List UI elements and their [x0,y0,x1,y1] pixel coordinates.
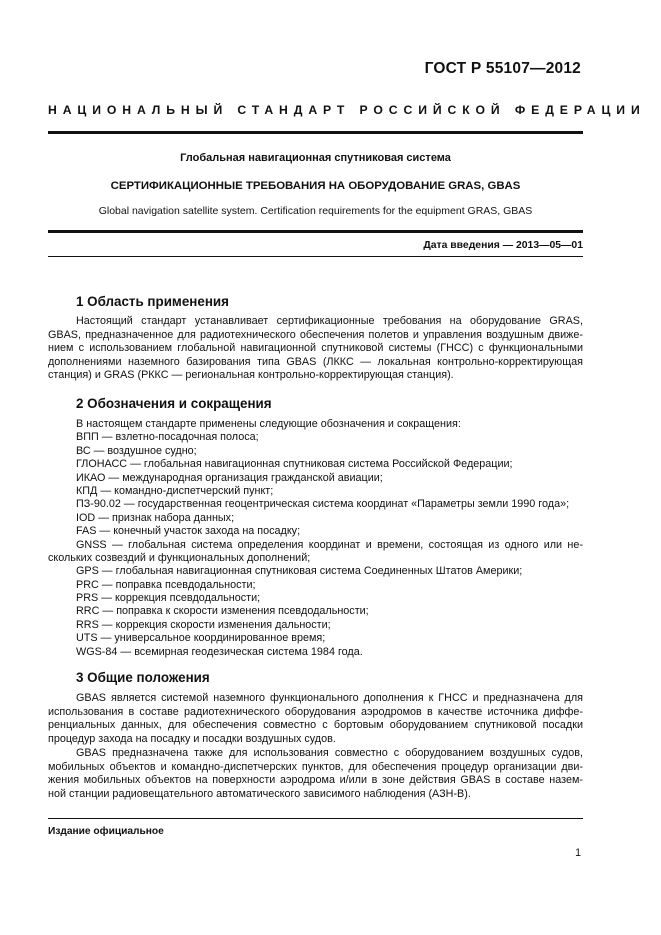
top-rule [48,131,583,134]
list-item: IOD — признак набора данных; [76,511,235,524]
list-item: В настоящем стандарте применены следующие обозначения и сокращения: [76,418,461,430]
list-item: UTS — универсальное координированное время; [76,632,326,645]
introduction-date: Дата введения — 2013—05—01 [423,240,583,251]
text-line: мобильных объектов и командно-диспетчерских пунктов, для обеспечения процедур организации дви- [48,760,583,773]
text-line: процедур захода на посадку и посадки воздушных судов. [48,732,336,745]
text-line: GBAS является системой наземного функционального дополнения к ГНСС и предназначена для [76,692,583,704]
page-number: 1 [575,847,581,859]
list-item: PRC — поправка псевдодальности; [76,578,256,591]
list-item: RRS — коррекция скорости изменения дальности; [76,618,331,631]
text-line: жения мобильных объектов на поверхности аэродрома и/или в зоне действия GBAS в составе назем- [48,774,583,787]
footer-rule [48,818,583,819]
section-1-paragraph [48,315,583,383]
text-line: нием с использованием глобальной навигационной спутниковой системы (ГНСС) с функциональными [48,342,583,355]
list-item: ПЗ-90.02 — государственная геоцентрическая система координат «Параметры земли 1990 года»; [76,498,570,511]
document-subtitle: Глобальная навигационная спутниковая система [180,152,451,164]
section-1-heading: 1 Область применения [76,294,229,309]
text-line: GBAS предназначена также для использования совместно с оборудованием воздушных судов, [76,747,583,759]
list-item: GNSS — глобальная система определения координат и времени, состоящая из одного или не- [76,538,583,551]
standard-number: ГОСТ Р 55107—2012 [424,60,581,77]
text-line: использования в составе радиотехнического оборудования аэродромов в качестве источника диффе- [48,705,583,718]
date-rule [48,256,583,257]
list-item-continuation: скольких созвездий и функциональных дополнений; [48,551,311,564]
title-rule [48,230,583,233]
list-item: ВС — воздушное судно; [76,444,197,457]
list-item: КПД — командно-диспетчерский пункт; [76,484,274,497]
section-3-paragraph-2 [48,747,583,801]
text-line: ной станции радиовещательного автоматического зависимого наблюдения (АЗН-В). [48,787,471,800]
list-item: ГЛОНАСС — глобальная навигационная спутниковая система Российской Федерации; [76,458,513,471]
list-item: ИКАО — международная организация гражданской авиации; [76,471,383,484]
text-line: Настоящий стандарт устанавливает сертификационные требования на оборудование GRAS, [76,315,583,327]
edition-label: Издание официальное [48,826,164,837]
section-2-heading: 2 Обозначения и сокращения [76,396,272,411]
document-main-title: СЕРТИФИКАЦИОННЫЕ ТРЕБОВАНИЯ НА ОБОРУДОВАНИЕ GRAS, GBAS [110,180,521,192]
list-item: WGS-84 — всемирная геодезическая система 1984 года. [76,645,363,658]
national-standard-title: НАЦИОНАЛЬНЫЙ СТАНДАРТ РОССИЙСКОЙ ФЕДЕРАЦИИ [48,103,646,117]
text-line: GBAS, предназначенное для радиотехнического обеспечения полетов и управления воздушным движе- [48,328,583,341]
section-3-heading: 3 Общие положения [76,670,210,685]
list-item: GPS — глобальная навигационная спутниковая система Соединенных Штатов Америки; [76,565,523,578]
english-title: Global navigation satellite system. Certification requirements for the equipment GRAS, GBAS [98,205,533,217]
text-line: станция) и GRAS (РККС — региональная контрольно-корректирующая станция). [48,369,454,382]
list-item: RRC — поправка к скорости изменения псевдодальности; [76,605,369,618]
list-item: FAS — конечный участок захода на посадку; [76,525,301,538]
section-3-paragraph-1 [48,692,583,746]
text-line: ренциальных данных, для обеспечения совместно с бортовым оборудованием спутниковой посадки [48,719,583,732]
list-item: ВПП — взлетно-посадочная полоса; [76,431,259,444]
abbreviations-list [48,418,583,659]
list-item: PRS — коррекция псевдодальности; [76,592,261,605]
text-line: дополнениями наземного базирования типа GBAS (ЛККС — локальная контрольно-корректирующая [48,355,583,368]
